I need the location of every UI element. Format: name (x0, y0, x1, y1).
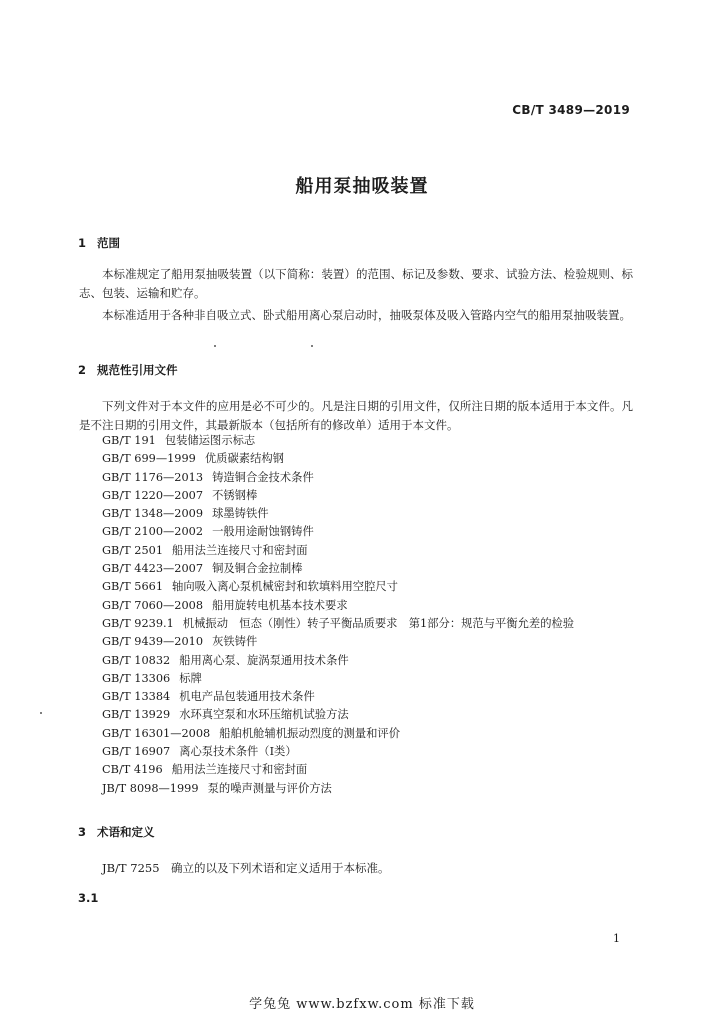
reference-item (102, 597, 574, 615)
reference-item (102, 743, 574, 761)
reference-code: GB/T 4423—2007 (102, 562, 204, 576)
reference-title: 泵的噪声测量与评价方法 (207, 781, 332, 795)
reference-item (102, 450, 574, 468)
reference-title: 机械振动 恒态（刚性）转子平衡品质要求 第1部分：规范与平衡允差的检验 (182, 616, 575, 630)
page-number: 1 (613, 932, 620, 945)
section-1-paragraph-1: 本标准规定了船用泵抽吸装置（以下简称：装置）的范围、标记及参数、要求、试验方法、检验规则、标志、包装、运输和贮存。 (79, 267, 633, 300)
scan-speck (40, 712, 42, 714)
reference-item (102, 706, 574, 724)
reference-title: 船用离心泵、旋涡泵通用技术条件 (179, 653, 349, 667)
reference-item (102, 615, 574, 633)
standard-code: CB/T 3489—2019 (512, 103, 630, 117)
reference-code: GB/T 5661 (102, 580, 164, 594)
subsection-number: 3.1 (78, 891, 99, 905)
reference-title: 船用旋转电机基本技术要求 (212, 598, 348, 612)
reference-item (102, 688, 574, 706)
reference-title: 离心泵技术条件（I类） (179, 745, 297, 759)
reference-title: 一般用途耐蚀钢铸件 (212, 525, 314, 539)
reference-code: GB/T 13306 (102, 671, 171, 685)
reference-code: GB/T 7060—2008 (102, 598, 204, 612)
reference-code: JB/T 8098—1999 (102, 781, 199, 795)
reference-item (102, 725, 574, 743)
reference-item (102, 432, 574, 450)
reference-code: GB/T 699—1999 (102, 452, 196, 466)
section-title: 术语和定义 (97, 825, 155, 839)
reference-title: 不锈钢棒 (212, 488, 258, 502)
reference-item (102, 487, 574, 505)
reference-item (102, 560, 574, 578)
section-number: 1 (78, 236, 87, 250)
reference-code: GB/T 16907 (102, 745, 171, 759)
reference-item (102, 761, 574, 779)
reference-item (102, 578, 574, 596)
reference-code: GB/T 13384 (102, 690, 171, 704)
reference-code: GB/T 9439—2010 (102, 635, 204, 649)
reference-title: 船用法兰连接尺寸和密封面 (171, 763, 308, 777)
reference-code: GB/T 2501 (102, 543, 164, 557)
section-title: 规范性引用文件 (97, 363, 178, 377)
scan-speck (214, 345, 216, 347)
reference-title: 船用法兰连接尺寸和密封面 (172, 543, 308, 557)
reference-code: GB/T 2100—2002 (102, 525, 204, 539)
reference-title: 标牌 (179, 671, 202, 685)
reference-item (102, 652, 574, 670)
reference-title: 优质碳素结构钢 (204, 452, 284, 466)
reference-code: GB/T 191 (102, 434, 156, 447)
reference-item (102, 670, 574, 688)
reference-title: 铜及铜合金拉制棒 (212, 562, 303, 576)
reference-item (102, 633, 574, 651)
footer-watermark: 学兔兔 www.bzfxw.com 标准下载 (249, 997, 475, 1012)
section-number: 2 (78, 363, 87, 377)
reference-item (102, 780, 574, 798)
reference-item (102, 469, 574, 487)
section-title: 范围 (97, 236, 120, 250)
reference-title: 铸造铜合金技术条件 (212, 470, 314, 484)
section-number: 3 (78, 825, 87, 839)
scan-speck (311, 345, 313, 347)
section-2-paragraph-1: 下列文件对于本文件的应用是必不可少的。凡是注日期的引用文件，仅所注日期的版本适用于本文件。凡是不注日期的引用文件，其最新版本（包括所有的修改单）适用于本文件。 (79, 399, 633, 432)
reference-title: 包装储运图示标志 (164, 434, 256, 447)
section-1-paragraph-2: 本标准适用于各种非自吸立式、卧式船用离心泵启动时，抽吸泵体及吸入管路内空气的船用泵抽吸装置。 (102, 308, 631, 322)
reference-title: 船舶机舱辅机振动烈度的测量和评价 (219, 726, 401, 740)
reference-code: GB/T 16301—2008 (102, 726, 211, 740)
reference-code: GB/T 1176—2013 (102, 470, 204, 484)
reference-item (102, 505, 574, 523)
normative-references-list (102, 432, 574, 798)
reference-code: CB/T 4196 (102, 763, 163, 777)
reference-title: 机电产品包装通用技术条件 (179, 690, 315, 704)
reference-code: GB/T 1348—2009 (102, 507, 204, 521)
reference-item (102, 523, 574, 541)
section-3-paragraph-1: JB/T 7255 确立的以及下列术语和定义适用于本标准。 (102, 861, 390, 875)
reference-title: 轴向吸入离心泵机械密封和软填料用空腔尺寸 (172, 580, 398, 594)
section-3-heading (78, 824, 155, 840)
reference-code: GB/T 10832 (102, 653, 171, 667)
reference-item (102, 542, 574, 560)
reference-title: 球墨铸铁件 (212, 507, 269, 521)
reference-code: GB/T 9239.1 (102, 616, 174, 630)
document-title: 船用泵抽吸装置 (295, 176, 429, 197)
reference-code: GB/T 13929 (102, 708, 171, 722)
reference-title: 水环真空泵和水环压缩机试验方法 (179, 708, 349, 722)
section-1-heading (78, 235, 120, 251)
reference-code: GB/T 1220—2007 (102, 488, 204, 502)
reference-title: 灰铁铸件 (212, 635, 258, 649)
section-2-heading (78, 362, 178, 378)
